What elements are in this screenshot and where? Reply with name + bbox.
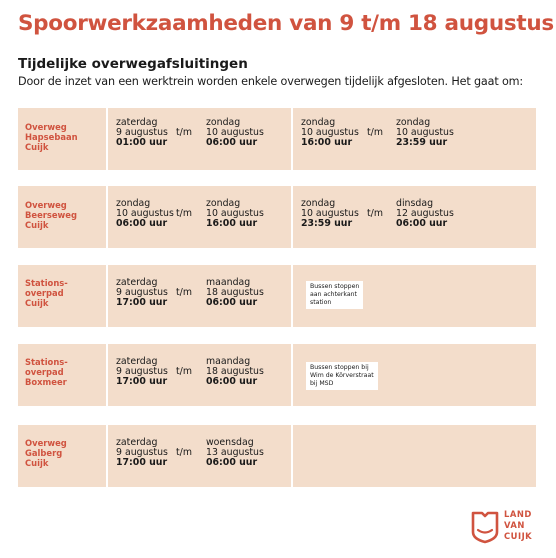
crossing-name: Overweg Beerseweg Cuijk bbox=[25, 200, 77, 231]
crossing-name: Overweg Hapsebaan Cuijk bbox=[25, 122, 78, 153]
period-start: zondag 10 augustus 16:00 uur bbox=[301, 117, 359, 148]
period-separator: t/m bbox=[176, 287, 192, 298]
period-start: zaterdag 9 augustus 17:00 uur bbox=[116, 277, 168, 308]
period-separator: t/m bbox=[176, 208, 192, 219]
note-cell bbox=[291, 344, 536, 406]
section-subtitle: Tijdelijke overwegafsluitingen bbox=[18, 56, 248, 72]
period-separator: t/m bbox=[367, 127, 383, 138]
crossing-name: Stations- overpad Boxmeer bbox=[25, 357, 68, 388]
period-end: maandag 18 augustus 06:00 uur bbox=[206, 356, 264, 387]
period-separator: t/m bbox=[367, 208, 383, 219]
period-separator: t/m bbox=[176, 366, 192, 377]
bus-stop-note: Bussen stoppen aan achterkant station bbox=[306, 281, 363, 309]
period-end: woensdag 13 augustus 06:00 uur bbox=[206, 437, 264, 468]
period-cell bbox=[106, 108, 291, 170]
period-separator: t/m bbox=[176, 127, 192, 138]
period-end: zondag 10 augustus 06:00 uur bbox=[206, 117, 264, 148]
closure-row-stationsoverpad-cuijk bbox=[18, 265, 536, 327]
closure-row-hapsebaan bbox=[18, 108, 536, 170]
period-start: zondag 10 augustus 06:00 uur bbox=[116, 198, 174, 229]
period-start: zaterdag 9 augustus 17:00 uur bbox=[116, 356, 168, 387]
period-start: zaterdag 9 augustus 17:00 uur bbox=[116, 437, 168, 468]
period-end: zondag 10 augustus 23:59 uur bbox=[396, 117, 454, 148]
period-start: zaterdag 9 augustus 01:00 uur bbox=[116, 117, 168, 148]
period-separator: t/m bbox=[176, 447, 192, 458]
bus-stop-note: Bussen stoppen bij Wim de Körverstraat bij MSD bbox=[306, 362, 378, 390]
period-cell bbox=[106, 425, 291, 487]
period-cell bbox=[106, 265, 291, 327]
intro-text: Door de inzet van een werktrein worden enkele overwegen tijdelijk afgesloten. Het gaat om: bbox=[18, 75, 524, 88]
period-end: zondag 10 augustus 16:00 uur bbox=[206, 198, 264, 229]
period-cell bbox=[106, 186, 291, 248]
closure-row-galberg bbox=[18, 425, 536, 487]
page-title: Spoorwerkzaamheden van 9 t/m 18 augustus bbox=[18, 11, 554, 36]
period-cell bbox=[291, 108, 536, 170]
logo-text: LAND VAN CUIJK bbox=[504, 509, 533, 541]
period-cell bbox=[291, 186, 536, 248]
period-end: maandag 18 augustus 06:00 uur bbox=[206, 277, 264, 308]
closure-row-stationsoverpad-boxmeer bbox=[18, 344, 536, 406]
crossing-name: Overweg Galberg Cuijk bbox=[25, 438, 67, 469]
period-cell bbox=[106, 344, 291, 406]
shield-icon bbox=[470, 510, 500, 544]
period-end: dinsdag 12 augustus 06:00 uur bbox=[396, 198, 454, 229]
land-van-cuijk-logo bbox=[470, 508, 540, 546]
closure-row-beerseweg bbox=[18, 186, 536, 248]
empty-cell bbox=[291, 425, 536, 487]
period-start: zondag 10 augustus 23:59 uur bbox=[301, 198, 359, 229]
note-cell bbox=[291, 265, 536, 327]
crossing-name: Stations- overpad Cuijk bbox=[25, 278, 68, 309]
